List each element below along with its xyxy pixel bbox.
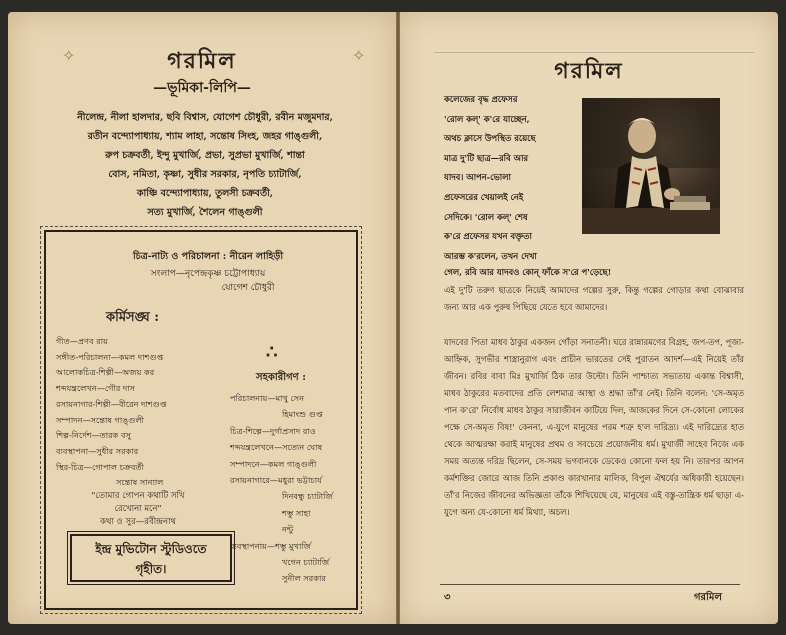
assistant-item: শব্দযন্ত্রলেখনে—সত্যেন ঘোষ: [230, 442, 323, 453]
page-title: গরমিল: [167, 48, 237, 74]
crew-item: গীত—প্রণব রায়: [56, 336, 108, 346]
song-quote-line: "তোমার গোপন কথাটি সখি: [91, 491, 185, 501]
studio-line: ইন্দ্র মুভিটোন স্টুডিওতে: [95, 542, 207, 556]
star-ornament-left: ✧: [62, 46, 76, 65]
lead-line: 'রোল কল্' ক'রে যাচ্ছেন,: [444, 113, 530, 124]
cast-line: কাঞ্চি বন্দ্যোপাধ্যায়, তুলসী চক্রবর্তী,: [136, 188, 274, 199]
right-page: [400, 12, 778, 624]
song-credit: কথা ও সুর—রবীন্দ্রনাথ: [99, 517, 177, 527]
lead-line: যাদব। আপন-ভোলা: [444, 172, 511, 183]
assistant-item: হিমাংশু গুপ্ত: [282, 409, 323, 420]
cast-line: রুপ চক্রবর্তী, ইন্দু মুখার্জি, প্রভা, সুপ্রভা মুখার্জি, শান্তা: [105, 150, 305, 161]
crew-heading: কর্মিসঙ্ঘ :: [106, 310, 160, 325]
director-credit: চিত্র-নাট্য ও পরিচালনা : নীরেন লাহিড়ী: [132, 251, 284, 262]
star-ornament-right: ✧: [352, 46, 366, 65]
crew-item: সন্তোষ সান্যাল: [116, 477, 164, 488]
lead-line: আরম্ভ ক'রলেন, তখন দেখা: [444, 251, 537, 261]
assistant-item: পরিচালনায়—মাখু সেন: [230, 393, 305, 403]
assistant-item: খগেন চ্যাটার্জি: [282, 557, 330, 568]
cast-line: বোস, নমিতা, কৃষ্ণা, সুধীর সরকার, নৃপতি চ্যাটার্জি,: [108, 169, 302, 180]
crew-item: রসায়নাগার-শিল্পী—বীরেন দাশগুপ্ত: [56, 398, 167, 409]
assistant-item: সম্পাদনে—কমল গাঙ্গুলী: [230, 458, 317, 469]
cast-subtitle: —ভূমিকা-লিপি—: [153, 80, 251, 96]
dialogue-credit-2: যোগেশ চৌধুরী: [221, 283, 275, 293]
song-quote: [78, 490, 198, 529]
dialogue-credit: সংলাপ—নৃপেন্দ্রকৃষ্ণ চট্টোপাধ্যায়: [150, 269, 266, 279]
footer-rule: [440, 584, 740, 585]
assistant-item: নন্টু: [282, 524, 294, 535]
assistants-list: [230, 390, 358, 587]
crew-item: শিল্প-নির্দেশ—তারক বসু: [56, 430, 131, 441]
story-paragraph: এই দু'টি তরুণ ছাত্রকে নিয়েই আমাদের গল্পের সুরু, কিন্তু গল্পের গোড়ার কথা বোঝাবার জন্য আর এক পুরুষ পিছিয়ে যেতে হবে আমাদের।: [444, 285, 744, 312]
page-number: ৩: [444, 592, 451, 603]
footer-title: গরমিল: [694, 592, 722, 603]
crew-list: [56, 334, 216, 491]
cast-list: [50, 108, 360, 222]
studio-line: গৃহীত।: [135, 562, 167, 576]
assistant-item: দিনবন্ধু চ্যাটার্জি: [282, 491, 333, 502]
assistant-item: চিত্র-শিল্পে—দুর্গাপ্রসাদ রাও: [230, 425, 316, 436]
assistant-item: ব্যবস্থাপনায়—শম্ভু মুখার্জি: [230, 540, 311, 551]
lead-paragraph: [444, 90, 576, 247]
page-title: গরমিল: [554, 58, 624, 84]
crew-item: স্থির-চিত্র—গোপাল চক্রবর্তী: [56, 461, 145, 472]
crew-item: সম্পাদন—সন্তোষ গাঙ্গুলী: [56, 414, 144, 425]
lead-line: ক'রে প্রফেসর যখন বক্তৃতা: [444, 231, 532, 242]
lead-line: সেদিকে। 'রোল কল্' শেষ: [444, 211, 528, 222]
lead-tail: গেল, রবি আর যাদবও কোন্ ফাঁকে স'রে প'ড়েছে!: [444, 267, 612, 277]
story-paragraph: যাদবের পিতা মাধব ঠাকুর একজন গোঁড়া সনাতনী। ঘরে রান্নারমণের বিগ্রহ, জপ-তপ, পূজা-আহ্নিক, সুগভীর শাস্ত্রানুরাগ এবং প্রাচীন ভারতের সেই পুরাতন আদর্শ—এই নিয়েই তাঁর জীবন। রবির বাবা মিঃ মুখার্জি ঠিক তার উল্টো। তিনি পাশ্চাত্য সভ্যতায় একান্ত বিশ্বাসী, মাধব ঠাকুরের মতবাদের প্রতি লেশমাত্র আস্থা ও শ্রদ্ধা তাঁ'র নেই। তিনি বলেন: 'সে-অমৃত পান ক'রে' নির্বোধ মাধব ঠাকুর সারাজীবন কাটিয়ে দিল, আজকের দিনে সে-কোনো লোকের পক্ষে সে-অমৃত বিষ!' কেননা, এ-যুগে মানুষের পরম শত্রু হ'ল দারিদ্র্য। এই দারিদ্র্যের হাত থেকে আত্মরক্ষা করাই মানুষের প্রথম ও সবচেয়ে প্রয়োজনীয় ধর্ম। মুখার্জী সাহেব নিজে এক সময় অত্যন্ত দরিদ্র ছিলেন, সে-সময় ভগবানকে ডেকেও কোনো ফল হয় নি। তারপর আপন কর্মশক্তির জোরে আজ তিনি প্রকাণ্ড কারখানার মালিক, বিপুল ঐশ্বর্যের অধিকারী হয়েছেন। তাঁ'র নিজের জীবনের অভিজ্ঞতা তাঁকে শিখিয়েছে যে, মানুষের এই বস্তু-তান্ত্রিক ধর্ম ছাড়া এ-যুগে অন্য যে-কোনো ধর্ম মিথ্যা, অচল।: [444, 337, 744, 517]
assistant-item: শম্ভু সাহা: [282, 507, 311, 518]
lead-line: প্রফেসরের খেয়ালই নেই: [444, 191, 524, 202]
crew-item: শব্দযন্ত্রলেখন—গৌর দাস: [56, 383, 136, 394]
dots-ornament: ∴: [266, 342, 278, 363]
song-quote-line: রেখোনা মনে": [114, 504, 162, 514]
assistant-item: রসায়নাগারে—মধুরা ভট্টাচার্য: [230, 475, 322, 486]
cast-line: নীলেন্দ্র, নীলা হালদার, ছবি বিশ্বাস, যোগেশ চৌধুরী, রবীন মজুমদার,: [77, 112, 333, 123]
cast-line: রতীন বন্দ্যোপাধ্যায়, শ্যাম লাহা, সন্তোষ সিংহ, জহর গাঙ্গুলী,: [87, 131, 323, 142]
crew-item: সঙ্গীত-পরিচালনা—কমল দাশগুপ্ত: [56, 351, 164, 362]
assistants-heading: সহকারীগণ :: [256, 372, 306, 383]
studio-credit-box: [70, 534, 232, 582]
left-page: [8, 12, 396, 624]
lead-line: মাত্র দু'টি ছাত্র—রবি আর: [444, 152, 528, 163]
crew-item: ব্যবস্থাপনা—সুধীর সরকার: [56, 445, 139, 456]
professor-photo: [582, 98, 720, 234]
crew-item: আলোকচিত্র-শিল্পী—অজয় কর: [56, 367, 155, 378]
lead-line: অথচ ক্লাসে উপস্থিত রয়েছে: [444, 133, 536, 144]
lead-line: কলেজের বৃদ্ধ প্রফেসর: [444, 94, 518, 104]
assistant-item: সুনীল সরকার: [282, 573, 326, 584]
cast-line: সত্য মুখার্জি, শৈলেন গাঙ্গুলী: [147, 207, 263, 218]
